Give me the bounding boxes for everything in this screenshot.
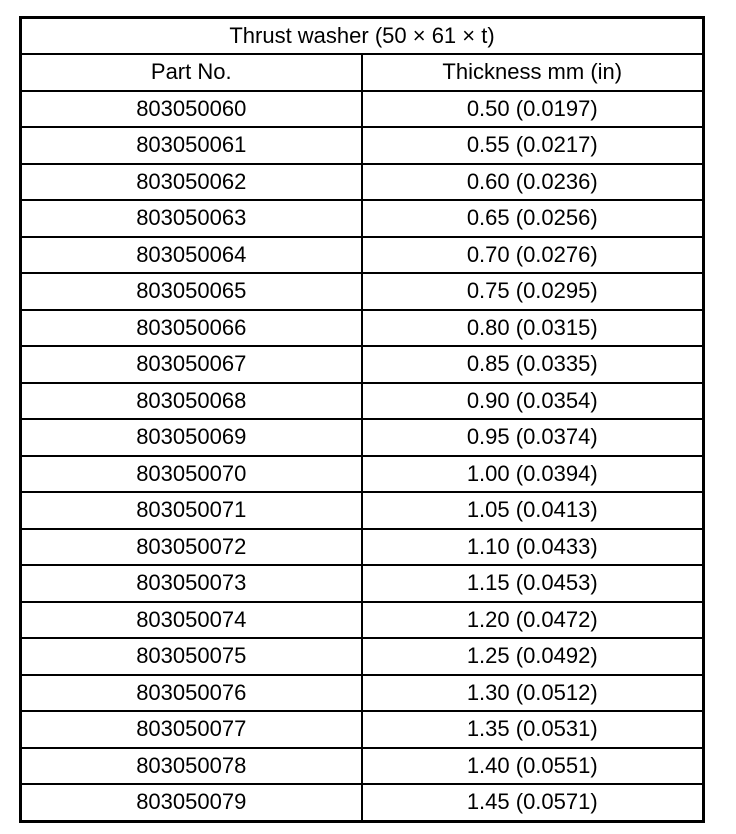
table-row xyxy=(21,237,704,274)
part-number-cell: 803050074 xyxy=(21,602,362,639)
thickness-cell: 0.65 (0.0256) xyxy=(362,200,704,237)
table-row xyxy=(21,273,704,310)
table-row xyxy=(21,675,704,712)
table-row xyxy=(21,346,704,383)
part-number-cell: 803050075 xyxy=(21,638,362,675)
thickness-cell: 0.90 (0.0354) xyxy=(362,383,704,420)
table-row xyxy=(21,310,704,347)
part-number-cell: 803050072 xyxy=(21,529,362,566)
table-header-row xyxy=(21,54,704,91)
thickness-cell: 1.15 (0.0453) xyxy=(362,565,704,602)
table-row xyxy=(21,164,704,201)
table-row xyxy=(21,91,704,128)
thickness-cell: 0.85 (0.0335) xyxy=(362,346,704,383)
thickness-cell: 0.55 (0.0217) xyxy=(362,127,704,164)
table-title: Thrust washer (50 × 61 × t) xyxy=(21,18,704,55)
part-number-cell: 803050060 xyxy=(21,91,362,128)
thickness-cell: 0.75 (0.0295) xyxy=(362,273,704,310)
thickness-cell: 1.00 (0.0394) xyxy=(362,456,704,493)
column-header-thickness: Thickness mm (in) xyxy=(362,54,704,91)
part-number-cell: 803050069 xyxy=(21,419,362,456)
thickness-cell: 1.10 (0.0433) xyxy=(362,529,704,566)
table-row xyxy=(21,127,704,164)
table-row xyxy=(21,492,704,529)
part-number-cell: 803050061 xyxy=(21,127,362,164)
table-row xyxy=(21,200,704,237)
thickness-cell: 0.95 (0.0374) xyxy=(362,419,704,456)
table-row xyxy=(21,565,704,602)
part-number-cell: 803050070 xyxy=(21,456,362,493)
thickness-cell: 1.35 (0.0531) xyxy=(362,711,704,748)
part-number-cell: 803050065 xyxy=(21,273,362,310)
part-number-cell: 803050073 xyxy=(21,565,362,602)
part-number-cell: 803050067 xyxy=(21,346,362,383)
table-row xyxy=(21,602,704,639)
table-row xyxy=(21,748,704,785)
table-row xyxy=(21,529,704,566)
part-number-cell: 803050077 xyxy=(21,711,362,748)
thickness-cell: 1.20 (0.0472) xyxy=(362,602,704,639)
thickness-cell: 1.30 (0.0512) xyxy=(362,675,704,712)
thickness-cell: 0.70 (0.0276) xyxy=(362,237,704,274)
thickness-cell: 1.45 (0.0571) xyxy=(362,784,704,821)
thickness-cell: 0.50 (0.0197) xyxy=(362,91,704,128)
thickness-cell: 1.40 (0.0551) xyxy=(362,748,704,785)
table-body xyxy=(21,91,704,822)
table-row xyxy=(21,419,704,456)
thickness-cell: 0.80 (0.0315) xyxy=(362,310,704,347)
table-title-row xyxy=(21,18,704,55)
table-row xyxy=(21,711,704,748)
thickness-cell: 1.25 (0.0492) xyxy=(362,638,704,675)
table-row xyxy=(21,784,704,821)
part-number-cell: 803050062 xyxy=(21,164,362,201)
part-number-cell: 803050066 xyxy=(21,310,362,347)
thickness-cell: 0.60 (0.0236) xyxy=(362,164,704,201)
thickness-cell: 1.05 (0.0413) xyxy=(362,492,704,529)
column-header-part-no: Part No. xyxy=(21,54,362,91)
part-number-cell: 803050071 xyxy=(21,492,362,529)
thrust-washer-table xyxy=(19,16,705,823)
part-number-cell: 803050068 xyxy=(21,383,362,420)
part-number-cell: 803050078 xyxy=(21,748,362,785)
part-number-cell: 803050076 xyxy=(21,675,362,712)
part-number-cell: 803050063 xyxy=(21,200,362,237)
table-row xyxy=(21,383,704,420)
part-number-cell: 803050064 xyxy=(21,237,362,274)
table-row xyxy=(21,456,704,493)
table-row xyxy=(21,638,704,675)
part-number-cell: 803050079 xyxy=(21,784,362,821)
